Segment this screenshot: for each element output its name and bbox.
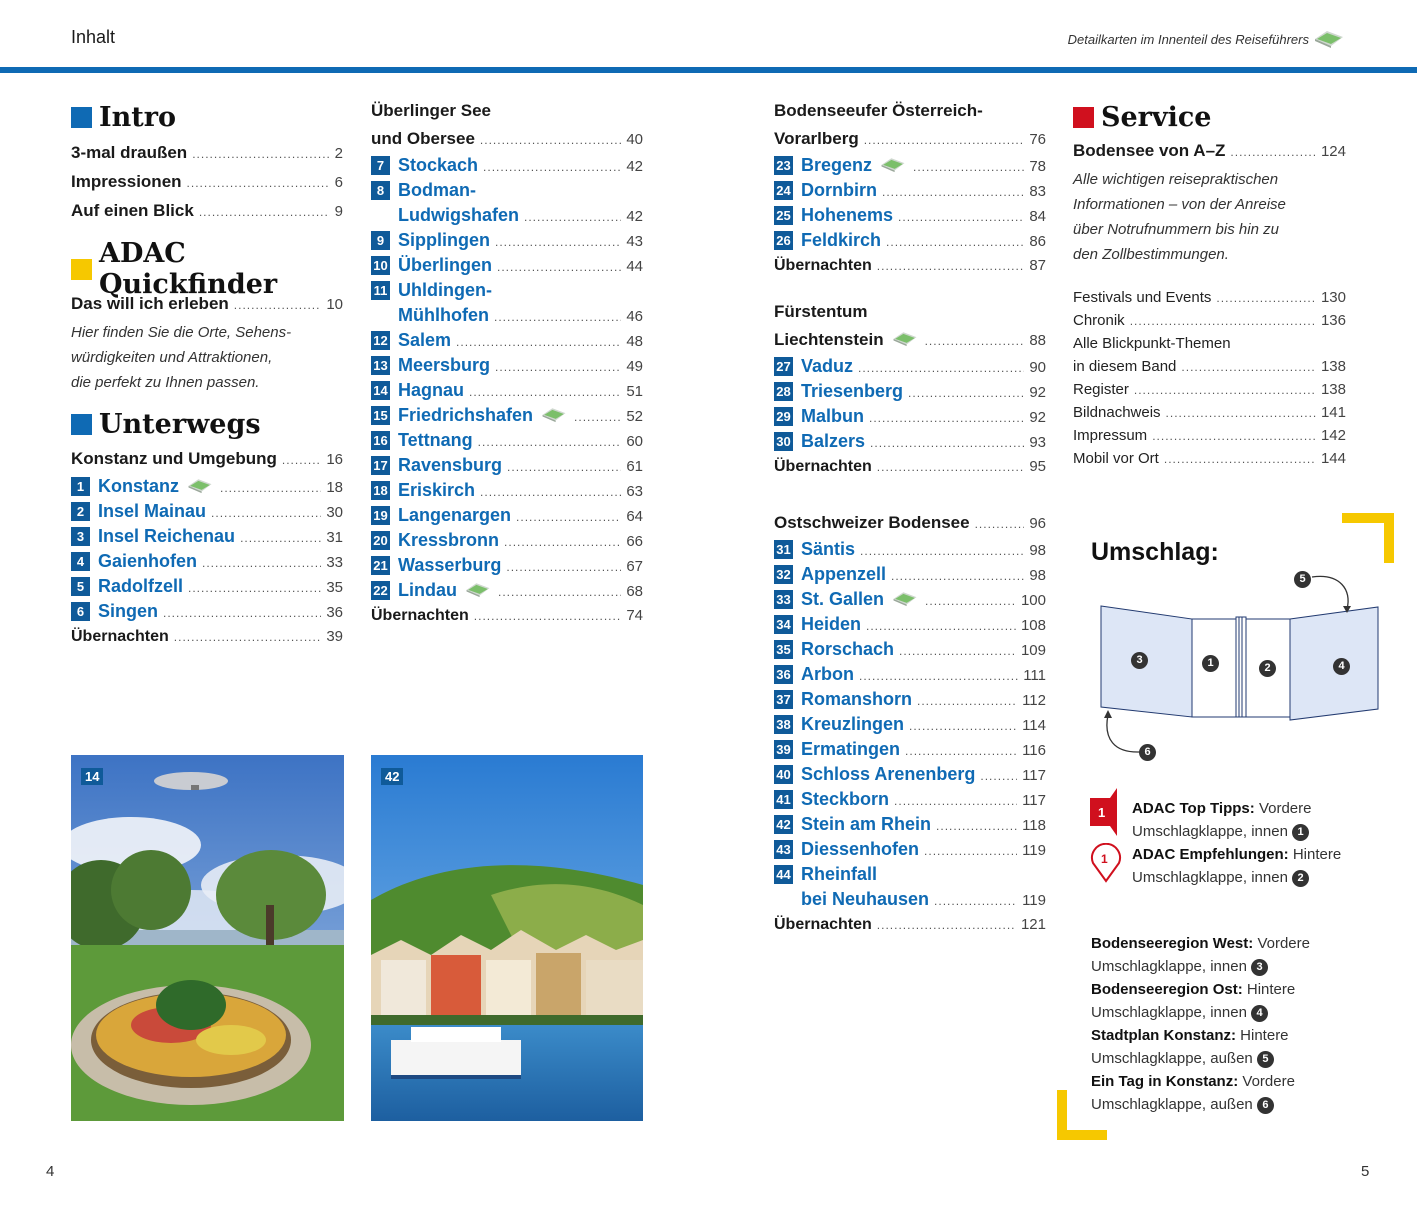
page-ref: 117 <box>1022 767 1046 784</box>
entry-label: Tettnang <box>398 430 473 450</box>
destination-entry[interactable] <box>371 253 643 278</box>
page-ref: 111 <box>1023 667 1046 684</box>
fold-label-3: 3 <box>1131 652 1148 669</box>
region-entry[interactable]: Ostschweizer Bodensee ..... 96 <box>774 509 1046 537</box>
entry-label: Sipplingen <box>398 230 490 250</box>
top-tipp-marker-label: 1 <box>1098 805 1106 820</box>
destination-entry[interactable] <box>774 812 1046 837</box>
detail-map-icon <box>463 580 493 598</box>
toc-entry[interactable]: Bodensee von A–Z ..... 124 <box>1073 138 1346 163</box>
region-title: Bodenseeufer Österreich- <box>774 101 983 120</box>
destination-number: 32 <box>774 565 793 584</box>
destination-entry[interactable] <box>774 787 1046 812</box>
page-ref: 118 <box>1022 817 1046 834</box>
liechtenstein-list <box>774 354 1046 454</box>
page-ref: 67 <box>626 558 643 575</box>
service-heading: Service <box>1073 99 1346 135</box>
destination-number: 10 <box>371 256 390 275</box>
cover-map-number: 4 <box>1251 1005 1268 1022</box>
destination-number: 36 <box>774 665 793 684</box>
destination-number: 27 <box>774 357 793 376</box>
destination-entry[interactable] <box>774 203 1046 228</box>
entry-label: Rheinfall <box>801 864 878 884</box>
page-ref: 33 <box>326 554 343 571</box>
page-ref: 144 <box>1320 450 1346 467</box>
page-ref: 46 <box>626 308 643 325</box>
destination-number: 16 <box>371 431 390 450</box>
destination-entry[interactable] <box>371 578 643 603</box>
service-entry[interactable] <box>1073 332 1346 355</box>
toc-entry[interactable]: Das will ich erleben ..... 10 <box>71 291 343 316</box>
empfehlung-marker-label: 1 <box>1101 852 1108 866</box>
entry-label: Mobil vor Ort <box>1073 450 1159 467</box>
destination-entry[interactable] <box>371 453 643 478</box>
service-entry[interactable] <box>1073 309 1346 332</box>
entry-label: Gaienhofen <box>98 551 198 571</box>
entry-label: Dornbirn <box>801 180 877 200</box>
destination-number: 12 <box>371 331 390 350</box>
page-ref: 60 <box>626 433 643 450</box>
header-rule <box>0 67 1417 73</box>
destination-entry[interactable] <box>71 549 343 574</box>
yellow-square-icon <box>71 259 92 280</box>
destination-number: 42 <box>774 815 793 834</box>
destination-entry[interactable] <box>774 837 1046 862</box>
page-ref: 138 <box>1320 381 1346 398</box>
destination-number: 14 <box>371 381 390 400</box>
page-ref: 98 <box>1029 567 1046 584</box>
page-ref: 66 <box>626 533 643 550</box>
destination-entry[interactable] <box>774 712 1046 737</box>
detail-map-icon <box>890 329 920 347</box>
page-ref: 141 <box>1320 404 1346 421</box>
page-ref: 64 <box>626 508 643 525</box>
destination-number: 25 <box>774 206 793 225</box>
destination-number: 13 <box>371 356 390 375</box>
entry-label: Stockach <box>398 155 479 175</box>
page-ref: 130 <box>1320 289 1346 306</box>
entry-label: Impressum <box>1073 427 1148 444</box>
entry-label: Balzers <box>801 431 866 451</box>
entry-label: Vaduz <box>801 356 854 376</box>
entry-label: Lindau <box>398 580 457 600</box>
entry-label: Appenzell <box>801 564 887 584</box>
destination-number: 39 <box>774 740 793 759</box>
fold-label-2: 2 <box>1259 660 1276 677</box>
page-ref: 116 <box>1022 742 1046 759</box>
page-ref: 112 <box>1022 692 1046 709</box>
intro-list <box>71 138 343 225</box>
service-entry[interactable] <box>1073 424 1346 447</box>
overnight-entry[interactable]: Übernachten ..... 74 <box>371 603 643 628</box>
destination-entry[interactable] <box>774 637 1046 662</box>
destination-entry[interactable] <box>774 562 1046 587</box>
destination-entry[interactable] <box>371 328 643 353</box>
entry-label: St. Gallen <box>801 589 885 609</box>
destination-entry[interactable] <box>774 404 1046 429</box>
entry-label: Arbon <box>801 664 854 684</box>
page-ref: 43 <box>626 233 643 250</box>
entry-label: Ludwigshafen <box>398 205 519 225</box>
destination-number: 38 <box>774 715 793 734</box>
page-ref: 117 <box>1022 792 1046 809</box>
page-ref: 48 <box>626 333 643 350</box>
entry-label: Triesenberg <box>801 381 904 401</box>
destination-number: 29 <box>774 407 793 426</box>
photo-badge: 42 <box>381 768 403 785</box>
destination-number: 43 <box>774 840 793 859</box>
quickfinder-heading: ADAC Quickfinder <box>71 251 343 287</box>
quickfinder-description: Hier finden Sie die Orte, Sehens- würdigkeiten und Attraktionen, die perfekt zu Ihnen passen. <box>71 324 292 391</box>
page-ref: 84 <box>1029 208 1046 225</box>
page-ref: 2 <box>334 145 343 162</box>
cover-map-entry: Bodenseeregion Ost: Hintere Umschlagklappe, innen 4 <box>1091 981 1296 1021</box>
entry-label: in diesem Band <box>1073 358 1177 375</box>
entry-label: Stein am Rhein <box>801 814 932 834</box>
page-ref: 61 <box>626 458 643 475</box>
page-ref: 78 <box>1029 158 1046 175</box>
page-ref: 51 <box>626 383 643 400</box>
page-ref: 109 <box>1020 642 1046 659</box>
destination-entry[interactable] <box>371 353 643 378</box>
entry-label: Singen <box>98 601 159 621</box>
red-square-icon <box>1073 107 1094 128</box>
destination-entry[interactable] <box>371 378 643 403</box>
destination-number: 26 <box>774 231 793 250</box>
page-ref: 119 <box>1022 892 1046 909</box>
destination-number: 41 <box>774 790 793 809</box>
destination-entry[interactable] <box>371 178 643 203</box>
toc-entry[interactable] <box>71 196 343 225</box>
column-4 <box>1073 99 1346 470</box>
map-legend-note: Detailkarten im Innenteil des Reiseführers <box>1067 32 1309 47</box>
page-ref: 9 <box>334 203 343 220</box>
region-entry[interactable]: Liechtenstein ..... 88 <box>774 326 1046 354</box>
entry-label: Hohenems <box>801 205 894 225</box>
page-ref: 63 <box>626 483 643 500</box>
destination-number: 2 <box>71 502 90 521</box>
destination-number: 40 <box>774 765 793 784</box>
cover-map-number: 6 <box>1257 1097 1274 1114</box>
fold-label-6: 6 <box>1139 744 1156 761</box>
destination-number: 4 <box>71 552 90 571</box>
page-ref: 36 <box>326 604 343 621</box>
unterwegs-list <box>71 474 343 624</box>
destination-entry[interactable] <box>371 478 643 503</box>
entry-label: Chronik <box>1073 312 1125 329</box>
entry-label: Rorschach <box>801 639 895 659</box>
region-entry[interactable]: Konstanz und Umgebung ..... 16 <box>71 446 343 471</box>
destination-number: 44 <box>774 865 793 884</box>
destination-entry[interactable] <box>774 862 1046 887</box>
destination-number: 28 <box>774 382 793 401</box>
zeppelin-park-image <box>71 755 344 1121</box>
destination-number: 31 <box>774 540 793 559</box>
entry-label: Radolfzell <box>98 576 184 596</box>
entry-label: Überlingen <box>398 255 493 275</box>
destination-entry[interactable] <box>774 537 1046 562</box>
destination-number: 1 <box>71 477 90 496</box>
service-entry[interactable] <box>1073 401 1346 424</box>
destination-number: 23 <box>774 156 793 175</box>
page-ref: 93 <box>1029 434 1046 451</box>
detail-map-icon <box>539 405 569 423</box>
destination-entry[interactable] <box>774 887 1046 912</box>
region-title: Überlinger See <box>371 101 491 120</box>
entry-label: Konstanz <box>98 476 179 496</box>
entry-label: Insel Reichenau <box>98 526 236 546</box>
page-ref: 136 <box>1320 312 1346 329</box>
overnight-entry[interactable]: Übernachten ..... 87 <box>774 253 1046 278</box>
page-ref: 142 <box>1320 427 1346 444</box>
destination-entry[interactable] <box>371 203 643 228</box>
corner-mark-top-right <box>1342 513 1394 565</box>
destination-number: 17 <box>371 456 390 475</box>
entry-label: Kreuzlingen <box>801 714 905 734</box>
page-ref: 52 <box>626 408 643 425</box>
cover-maps-list <box>1091 932 1391 1116</box>
entry-label: 3-mal draußen <box>71 143 188 162</box>
service-entry[interactable] <box>1073 286 1346 309</box>
top-tipp-marker-icon <box>1090 788 1126 836</box>
entry-label: Schloss Arenenberg <box>801 764 976 784</box>
page-ref: 119 <box>1022 842 1046 859</box>
page-ref: 35 <box>326 579 343 596</box>
column-2 <box>371 97 643 628</box>
entry-label: Meersburg <box>398 355 491 375</box>
destination-entry[interactable] <box>71 524 343 549</box>
service-entry[interactable] <box>1073 447 1346 470</box>
overnight-entry[interactable]: Übernachten ..... 95 <box>774 454 1046 479</box>
destination-entry[interactable] <box>371 303 643 328</box>
legend-empfehlungen: ADAC Empfehlungen: Hintere Umschlagklappe, innen 2 <box>1132 846 1342 886</box>
ueberlinger-list <box>371 153 643 603</box>
overnight-entry[interactable]: Übernachten ..... 39 <box>71 624 343 649</box>
destination-entry[interactable] <box>71 499 343 524</box>
entry-label: Mühlhofen <box>398 305 489 325</box>
destination-number: 24 <box>774 181 793 200</box>
destination-entry[interactable] <box>774 228 1046 253</box>
destination-entry[interactable] <box>774 354 1046 379</box>
entry-label: Salem <box>398 330 452 350</box>
entry-label: Diessenhofen <box>801 839 920 859</box>
destination-entry[interactable] <box>774 178 1046 203</box>
entry-label: Feldkirch <box>801 230 882 250</box>
destination-number: 8 <box>371 181 390 200</box>
entry-label: Romanshorn <box>801 689 913 709</box>
destination-number: 15 <box>371 406 390 425</box>
entry-label: Auf einen Blick <box>71 201 194 220</box>
overnight-entry[interactable]: Übernachten ..... 121 <box>774 912 1046 937</box>
destination-number: 18 <box>371 481 390 500</box>
entry-label: Hagnau <box>398 380 465 400</box>
entry-label: Insel Mainau <box>98 501 207 521</box>
page-ref: 86 <box>1029 233 1046 250</box>
destination-number: 7 <box>371 156 390 175</box>
page-ref: 83 <box>1029 183 1046 200</box>
toc-entry[interactable] <box>71 138 343 167</box>
page-ref: 98 <box>1029 542 1046 559</box>
destination-number: 9 <box>371 231 390 250</box>
entry-label: Bodman- <box>398 180 476 200</box>
destination-number: 35 <box>774 640 793 659</box>
destination-number: 22 <box>371 581 390 600</box>
page-ref: 30 <box>326 504 343 521</box>
destination-number: 5 <box>71 577 90 596</box>
destination-entry[interactable] <box>371 503 643 528</box>
destination-entry[interactable] <box>774 737 1046 762</box>
entry-label: Impressionen <box>71 172 182 191</box>
page-ref: 108 <box>1020 617 1046 634</box>
destination-entry[interactable] <box>71 574 343 599</box>
detail-map-icon <box>1313 27 1345 49</box>
page-ref: 44 <box>626 258 643 275</box>
cover-map-entry: Ein Tag in Konstanz: Vordere Umschlagklappe, außen 6 <box>1091 1073 1295 1113</box>
destination-entry[interactable] <box>371 528 643 553</box>
entry-label: Uhldingen- <box>398 280 492 300</box>
service-entry[interactable] <box>1073 355 1346 378</box>
page-ref: 42 <box>626 208 643 225</box>
destination-entry[interactable] <box>371 428 643 453</box>
destination-entry[interactable] <box>774 153 1046 178</box>
destination-entry[interactable] <box>71 474 343 499</box>
entry-label: Kressbronn <box>398 530 500 550</box>
photo-stein-am-rhein <box>371 755 643 1121</box>
page-ref: 100 <box>1020 592 1046 609</box>
destination-number: 37 <box>774 690 793 709</box>
service-description: Alle wichtigen reisepraktischen Informationen – von der Anreise über Notrufnummern bis hin zu den Zollbestimmungen. <box>1073 171 1286 263</box>
fold-label-5: 5 <box>1294 571 1311 588</box>
fold-label-1: 1 <box>1202 655 1219 672</box>
destination-number: 19 <box>371 506 390 525</box>
blue-square-icon <box>71 414 92 435</box>
entry-label: Steckborn <box>801 789 890 809</box>
page-ref: 68 <box>626 583 643 600</box>
destination-number: 3 <box>71 527 90 546</box>
column-1 <box>71 99 343 649</box>
toc-entry[interactable] <box>71 167 343 196</box>
entry-label: Ermatingen <box>801 739 901 759</box>
destination-entry[interactable] <box>774 379 1046 404</box>
entry-label: Friedrichshafen <box>398 405 534 425</box>
destination-entry[interactable] <box>371 403 643 428</box>
umschlag-title: Umschlag: <box>1091 538 1219 566</box>
service-entry[interactable] <box>1073 378 1346 401</box>
destination-entry[interactable] <box>371 228 643 253</box>
destination-number: 34 <box>774 615 793 634</box>
service-list <box>1073 286 1346 470</box>
entry-label: Säntis <box>801 539 856 559</box>
destination-entry[interactable] <box>774 687 1046 712</box>
entry-label: bei Neuhausen <box>801 889 930 909</box>
page-ref: 42 <box>626 158 643 175</box>
destination-entry[interactable] <box>774 429 1046 454</box>
blue-square-icon <box>71 107 92 128</box>
entry-label: Langenargen <box>398 505 512 525</box>
destination-entry[interactable] <box>71 599 343 624</box>
entry-label: Alle Blickpunkt-Themen <box>1073 335 1231 352</box>
page-ref: 92 <box>1029 384 1046 401</box>
entry-label: Bregenz <box>801 155 873 175</box>
entry-label: Register <box>1073 381 1129 398</box>
destination-number: 6 <box>71 602 90 621</box>
page-number-right: 5 <box>1361 1163 1370 1180</box>
destination-entry[interactable] <box>371 553 643 578</box>
detail-map-icon <box>878 155 908 173</box>
destination-number: 21 <box>371 556 390 575</box>
destination-entry[interactable] <box>371 278 643 303</box>
entry-label: Bildnachweis <box>1073 404 1161 421</box>
page-ref: 6 <box>334 174 343 191</box>
destination-number: 20 <box>371 531 390 550</box>
page-ref: 90 <box>1029 359 1046 376</box>
entry-label: Ravensburg <box>398 455 503 475</box>
region-entry[interactable]: Vorarlberg ..... 76 <box>774 125 1046 153</box>
entry-label: Heiden <box>801 614 862 634</box>
photo-hagnau <box>71 755 344 1121</box>
austria-list <box>774 153 1046 253</box>
entry-label: Malbun <box>801 406 864 426</box>
region-title: Fürstentum <box>774 302 868 321</box>
page-ref: 138 <box>1320 358 1346 375</box>
destination-number: 33 <box>774 590 793 609</box>
legend-top-tipps: ADAC Top Tipps: Vordere Umschlagklappe, innen 1 <box>1132 800 1312 840</box>
destination-number: 30 <box>774 432 793 451</box>
intro-heading: Intro <box>71 99 343 135</box>
fold-label-4: 4 <box>1333 658 1350 675</box>
destination-entry[interactable] <box>371 153 643 178</box>
entry-label: Eriskirch <box>398 480 476 500</box>
page-number-left: 4 <box>46 1163 55 1180</box>
section-title: Inhalt <box>71 27 116 47</box>
destination-number: 11 <box>371 281 390 300</box>
stein-am-rhein-image <box>371 755 643 1121</box>
swiss-list <box>774 537 1046 912</box>
cover-map-number: 5 <box>1257 1051 1274 1068</box>
photo-badge: 14 <box>81 768 103 785</box>
page-ref: 114 <box>1022 717 1046 734</box>
destination-entry[interactable] <box>774 587 1046 612</box>
destination-entry[interactable] <box>774 612 1046 637</box>
cover-map-number: 3 <box>1251 959 1268 976</box>
detail-map-icon <box>185 476 215 494</box>
entry-label: Wasserburg <box>398 555 502 575</box>
region-entry[interactable]: und Obersee ..... 40 <box>371 125 643 153</box>
unterwegs-heading: Unterwegs <box>71 406 343 442</box>
page-ref: 18 <box>326 479 343 496</box>
detail-map-icon <box>890 589 920 607</box>
column-3 <box>774 97 1046 937</box>
page-ref: 92 <box>1029 409 1046 426</box>
page-ref: 31 <box>326 529 343 546</box>
entry-label: Festivals und Events <box>1073 289 1212 306</box>
cover-map-entry: Stadtplan Konstanz: Hintere Umschlagklappe, außen 5 <box>1091 1027 1289 1067</box>
page-ref: 49 <box>626 358 643 375</box>
destination-entry[interactable] <box>774 662 1046 687</box>
cover-map-entry: Bodenseeregion West: Vordere Umschlagklappe, innen 3 <box>1091 935 1310 975</box>
destination-entry[interactable] <box>774 762 1046 787</box>
